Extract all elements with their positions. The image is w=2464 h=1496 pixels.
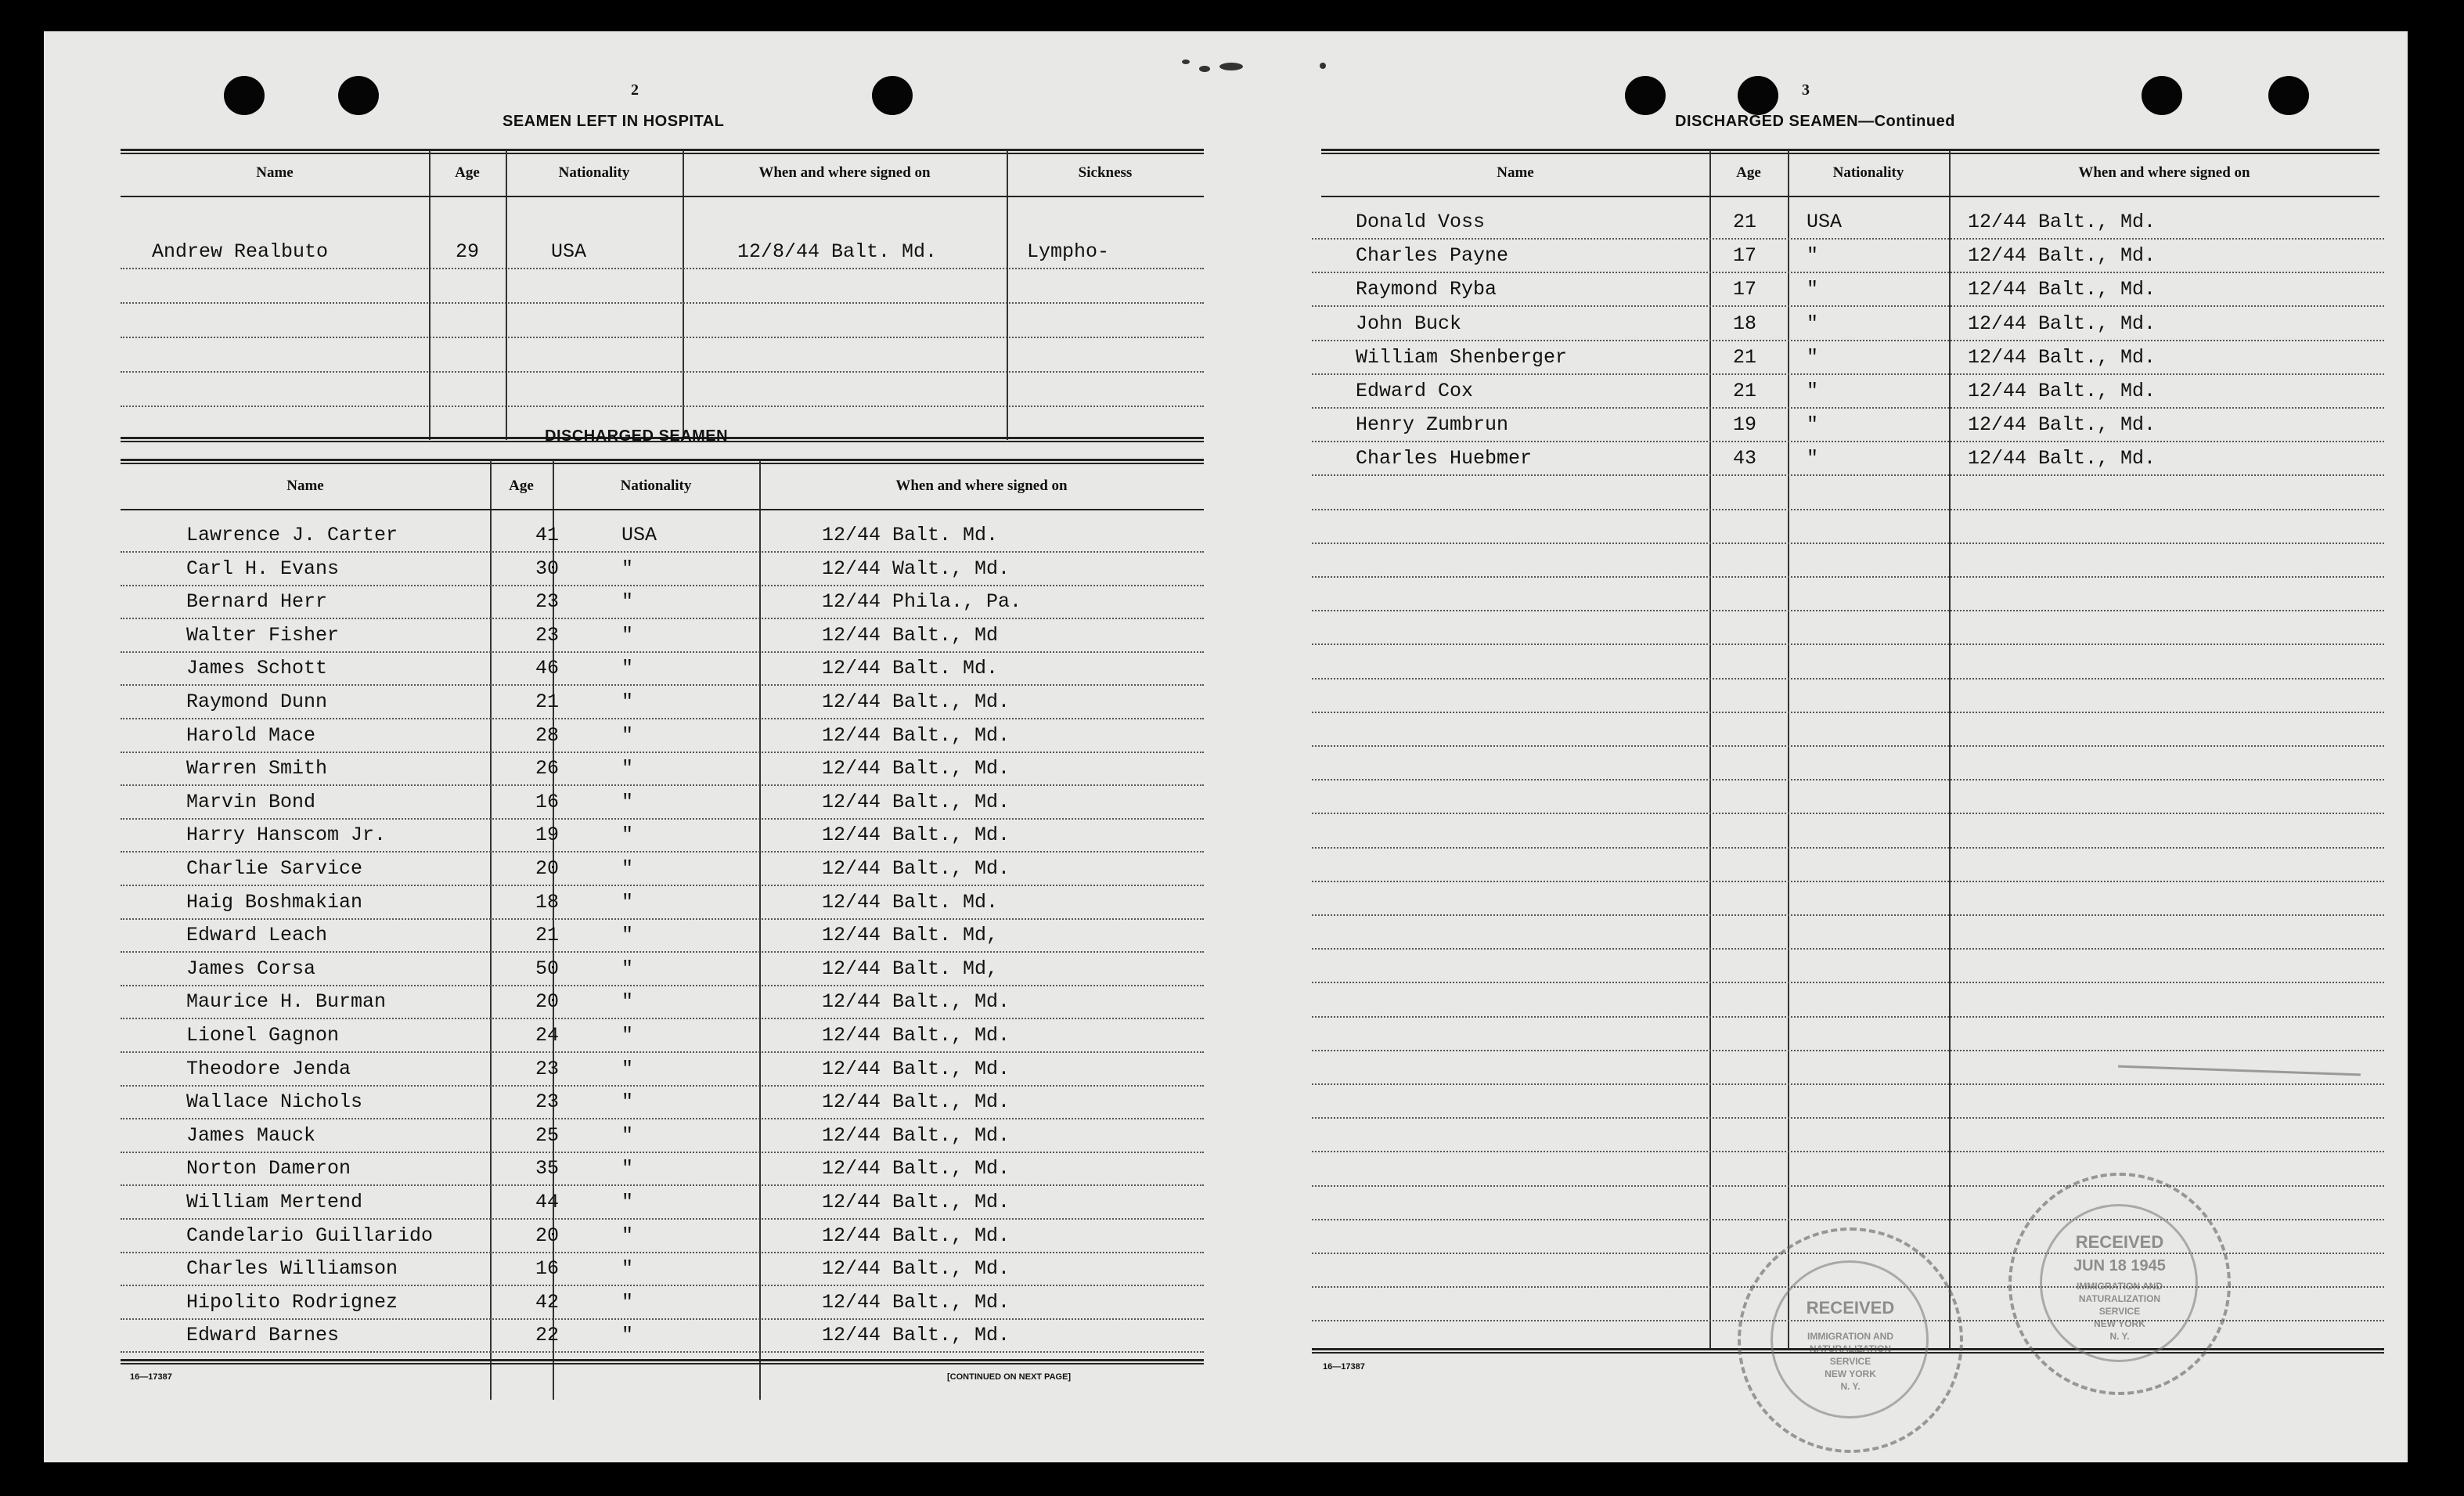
seaman-age: 17	[1733, 244, 1757, 267]
seaman-name: Theodore Jenda	[186, 1058, 351, 1080]
table-row	[121, 720, 1204, 753]
discharged-header-age: Age	[509, 478, 534, 494]
seaman-name: Marvin Bond	[186, 791, 316, 813]
page-number: 3	[1802, 81, 1810, 99]
hospital-header-name: Name	[256, 164, 294, 181]
punch-hole	[338, 76, 379, 115]
seaman-age: 28	[535, 724, 560, 747]
blank-row	[1312, 511, 2384, 544]
seaman-nationality: "	[1807, 312, 1819, 335]
left-page	[44, 31, 1226, 1462]
table-row	[1312, 409, 2384, 442]
table-row	[121, 1220, 1204, 1253]
table-row	[1312, 443, 2384, 476]
seaman-signed-on: 12/44 Balt., Md.	[822, 1191, 1010, 1213]
seaman-age: 19	[1733, 413, 1757, 436]
seaman-nationality: "	[1807, 278, 1819, 301]
table-row	[121, 787, 1204, 820]
blank-row	[1312, 680, 2384, 713]
hospital-signed: 12/8/44 Balt. Md.	[737, 240, 938, 263]
blank-row	[121, 374, 1204, 407]
table-row	[121, 920, 1204, 953]
seaman-name: Carl H. Evans	[186, 557, 340, 580]
blank-row	[1312, 1086, 2384, 1119]
seaman-age: 24	[535, 1024, 560, 1047]
table-row	[121, 1253, 1204, 1286]
table-row	[121, 1153, 1204, 1186]
right-page	[1226, 31, 2408, 1462]
hospital-header-nationality: Nationality	[558, 164, 630, 181]
seaman-signed-on: 12/44 Balt. Md,	[822, 957, 999, 980]
continued-header-name: Name	[1497, 164, 1534, 181]
seaman-signed-on: 12/44 Balt., Md.	[822, 791, 1010, 813]
seaman-nationality: "	[621, 1191, 634, 1213]
seaman-age: 44	[535, 1191, 560, 1213]
punch-hole	[872, 76, 913, 115]
seaman-nationality: "	[621, 1058, 634, 1080]
seaman-name: Wallace Nichols	[186, 1090, 363, 1113]
seaman-name: Charles Payne	[1356, 244, 1509, 267]
seaman-age: 50	[535, 957, 560, 980]
hospital-sickness: Lympho-	[1027, 240, 1110, 263]
seaman-nationality: "	[621, 657, 634, 680]
seaman-name: Charlie Sarvice	[186, 857, 363, 880]
seaman-age: 20	[535, 990, 560, 1013]
table-row	[121, 1054, 1204, 1087]
seaman-signed-on: 12/44 Balt. Md,	[822, 924, 999, 946]
seaman-signed-on: 12/44 Balt., Md.	[1968, 447, 2156, 470]
seaman-age: 16	[535, 1257, 560, 1280]
table-row	[1312, 240, 2384, 273]
seaman-nationality: "	[621, 824, 634, 846]
seaman-age: 25	[535, 1124, 560, 1147]
seaman-name: Edward Barnes	[186, 1324, 340, 1346]
table-row	[121, 1187, 1204, 1220]
table-row	[121, 687, 1204, 719]
received-stamp: RECEIVED IMMIGRATION AND NATURALIZATION SERVICE NEW YORK N. Y.	[1738, 1227, 1963, 1453]
seaman-nationality: "	[621, 724, 634, 747]
stamp-date: JUN 18 1945	[2073, 1257, 2166, 1274]
hospital-nationality: USA	[551, 240, 587, 263]
blank-row	[1312, 1119, 2384, 1152]
seaman-age: 21	[1733, 211, 1757, 233]
seaman-age: 16	[535, 791, 560, 813]
seaman-name: James Corsa	[186, 957, 316, 980]
seaman-name: Haig Boshmakian	[186, 891, 363, 914]
seaman-name: Raymond Dunn	[186, 690, 328, 713]
seaman-nationality: "	[621, 690, 634, 713]
seaman-name: John Buck	[1356, 312, 1462, 335]
punch-hole	[2268, 76, 2309, 115]
seaman-signed-on: 12/44 Walt., Md.	[822, 557, 1010, 580]
seaman-signed-on: 12/44 Balt., Md.	[1968, 413, 2156, 436]
seaman-nationality: "	[1807, 447, 1819, 470]
seaman-age: 23	[535, 624, 560, 647]
seaman-nationality: "	[621, 1324, 634, 1346]
table-row	[121, 853, 1204, 886]
seaman-nationality: "	[1807, 346, 1819, 369]
discharged-header-signed: When and where signed on	[895, 478, 1068, 494]
seaman-age: 26	[535, 757, 560, 780]
seaman-name: James Mauck	[186, 1124, 316, 1147]
seaman-signed-on: 12/44 Balt., Md.	[822, 724, 1010, 747]
seaman-nationality: "	[621, 590, 634, 613]
seaman-age: 17	[1733, 278, 1757, 301]
seaman-name: Harold Mace	[186, 724, 316, 747]
seaman-age: 41	[535, 524, 560, 546]
seaman-nationality: "	[621, 957, 634, 980]
continued-note: [CONTINUED ON NEXT PAGE]	[947, 1372, 1072, 1382]
continued-header-signed: When and where signed on	[2078, 164, 2250, 181]
seaman-age: 22	[535, 1324, 560, 1346]
seaman-signed-on: 12/44 Balt., Md.	[822, 1224, 1010, 1247]
blank-row	[1312, 917, 2384, 950]
seaman-signed-on: 12/44 Balt., Md.	[1968, 380, 2156, 402]
seaman-nationality: "	[621, 857, 634, 880]
seaman-age: 42	[535, 1291, 560, 1314]
manifest-sheet	[44, 31, 2408, 1462]
seaman-signed-on: 12/44 Balt., Md.	[822, 1124, 1010, 1147]
seaman-name: Walter Fisher	[186, 624, 340, 647]
seaman-nationality: "	[621, 1291, 634, 1314]
hospital-name: Andrew Realbuto	[152, 240, 329, 263]
discharged-section-title: DISCHARGED SEAMEN	[545, 427, 729, 445]
seaman-name: Harry Hanscom Jr.	[186, 824, 387, 846]
seaman-signed-on: 12/44 Balt., Md.	[822, 1024, 1010, 1047]
blank-row	[1312, 612, 2384, 645]
continued-section-title: DISCHARGED SEAMEN—Continued	[1675, 113, 1955, 130]
seaman-name: Donald Voss	[1356, 211, 1486, 233]
seaman-name: Raymond Ryba	[1356, 278, 1497, 301]
table-row	[121, 887, 1204, 920]
blank-row	[1312, 816, 2384, 849]
seaman-age: 18	[535, 891, 560, 914]
table-row	[121, 1320, 1204, 1353]
seaman-signed-on: 12/44 Balt., Md	[822, 624, 999, 647]
seaman-age: 21	[535, 690, 560, 713]
table-row	[1312, 207, 2384, 240]
punch-hole	[2142, 76, 2182, 115]
seaman-age: 23	[535, 590, 560, 613]
table-row	[121, 986, 1204, 1019]
seaman-signed-on: 12/44 Balt., Md.	[822, 1291, 1010, 1314]
seaman-signed-on: 12/44 Balt., Md.	[1968, 346, 2156, 369]
seaman-name: Hipolito Rodrignez	[186, 1291, 398, 1314]
blank-row	[1312, 950, 2384, 983]
discharged-header-name: Name	[286, 478, 324, 494]
seaman-nationality: "	[1807, 380, 1819, 402]
blank-row	[121, 340, 1204, 373]
seaman-name: Warren Smith	[186, 757, 328, 780]
punch-hole	[1738, 76, 1778, 115]
table-row	[121, 586, 1204, 619]
seaman-nationality: USA	[1807, 211, 1843, 233]
seaman-name: Henry Zumbrun	[1356, 413, 1509, 436]
seaman-signed-on: 12/44 Balt., Md.	[1968, 312, 2156, 335]
seaman-age: 35	[535, 1157, 560, 1180]
seaman-age: 43	[1733, 447, 1757, 470]
seaman-name: Lawrence J. Carter	[186, 524, 398, 546]
seaman-signed-on: 12/44 Balt., Md.	[822, 824, 1010, 846]
seaman-nationality: "	[621, 1090, 634, 1113]
seaman-signed-on: 12/44 Balt., Md.	[822, 1090, 1010, 1113]
seaman-age: 20	[535, 1224, 560, 1247]
seaman-signed-on: 12/44 Balt., Md.	[822, 990, 1010, 1013]
seaman-name: Maurice H. Burman	[186, 990, 387, 1013]
seaman-signed-on: 12/44 Balt., Md.	[822, 1324, 1010, 1346]
seaman-nationality: USA	[621, 524, 657, 546]
seaman-name: William Shenberger	[1356, 346, 1568, 369]
seaman-name: Lionel Gagnon	[186, 1024, 340, 1047]
hospital-header-signed: When and where signed on	[758, 164, 931, 181]
blank-row	[1312, 748, 2384, 780]
seaman-name: Candelario Guillarido	[186, 1224, 434, 1247]
seaman-nationality: "	[621, 757, 634, 780]
hospital-age: 29	[456, 240, 480, 263]
seaman-nationality: "	[621, 1124, 634, 1147]
seaman-name: Charles Huebmer	[1356, 447, 1533, 470]
seaman-name: Bernard Herr	[186, 590, 328, 613]
seaman-signed-on: 12/44 Balt., Md.	[822, 1058, 1010, 1080]
blank-row	[1312, 478, 2384, 510]
table-row	[121, 1120, 1204, 1153]
seaman-signed-on: 12/44 Balt., Md.	[822, 690, 1010, 713]
seaman-age: 18	[1733, 312, 1757, 335]
seaman-age: 19	[535, 824, 560, 846]
seaman-signed-on: 12/44 Balt. Md.	[822, 524, 999, 546]
seaman-signed-on: 12/44 Balt., Md.	[822, 1157, 1010, 1180]
seaman-nationality: "	[621, 1024, 634, 1047]
punch-hole	[1625, 76, 1666, 115]
stamp-received-text: RECEIVED	[1806, 1298, 1895, 1318]
seaman-nationality: "	[621, 1257, 634, 1280]
seaman-nationality: "	[621, 1224, 634, 1247]
blank-row	[1312, 1018, 2384, 1051]
table-row	[121, 653, 1204, 686]
seaman-nationality: "	[621, 557, 634, 580]
seaman-age: 21	[535, 924, 560, 946]
table-row	[121, 553, 1204, 586]
form-number: 16—17387	[1323, 1362, 1365, 1372]
seaman-age: 23	[535, 1090, 560, 1113]
table-row	[1312, 308, 2384, 341]
table-row	[121, 820, 1204, 853]
table-row	[121, 753, 1204, 786]
blank-row	[1312, 781, 2384, 814]
blank-row	[1312, 1154, 2384, 1187]
seaman-nationality: "	[621, 1157, 634, 1180]
table-row	[121, 953, 1204, 986]
seaman-age: 23	[535, 1058, 560, 1080]
seaman-signed-on: 12/44 Balt. Md.	[822, 657, 999, 680]
form-number: 16—17387	[130, 1372, 172, 1382]
seaman-nationality: "	[621, 891, 634, 914]
blank-row	[1312, 883, 2384, 916]
hospital-section-title: SEAMEN LEFT IN HOSPITAL	[503, 113, 725, 130]
discharged-header-nationality: Nationality	[620, 478, 692, 494]
table-row	[1312, 342, 2384, 375]
seaman-nationality: "	[621, 924, 634, 946]
table-row	[1312, 376, 2384, 409]
seaman-nationality: "	[621, 624, 634, 647]
seaman-signed-on: 12/44 Balt., Md.	[822, 757, 1010, 780]
blank-row	[1312, 1188, 2384, 1220]
blank-row	[1312, 579, 2384, 611]
punch-hole	[224, 76, 265, 115]
seaman-signed-on: 12/44 Balt. Md.	[822, 891, 999, 914]
blank-row	[1312, 985, 2384, 1018]
seaman-name: James Schott	[186, 657, 328, 680]
seaman-name: Edward Cox	[1356, 380, 1474, 402]
seaman-name: William Mertend	[186, 1191, 363, 1213]
seaman-name: Charles Williamson	[186, 1257, 398, 1280]
blank-row	[121, 305, 1204, 338]
table-row	[1312, 274, 2384, 307]
page-number: 2	[631, 81, 639, 99]
table-row	[121, 1020, 1204, 1053]
seaman-age: 46	[535, 657, 560, 680]
seaman-name: Norton Dameron	[186, 1157, 351, 1180]
seaman-nationality: "	[621, 791, 634, 813]
seaman-signed-on: 12/44 Phila., Pa.	[822, 590, 1022, 613]
seaman-signed-on: 12/44 Balt., Md.	[822, 1257, 1010, 1280]
seaman-age: 21	[1733, 346, 1757, 369]
stamp-received-text: RECEIVED	[2075, 1232, 2164, 1252]
blank-row	[1312, 714, 2384, 747]
seaman-signed-on: 12/44 Balt., Md.	[822, 857, 1010, 880]
blank-row	[1312, 647, 2384, 680]
blank-row	[1312, 849, 2384, 882]
seaman-nationality: "	[1807, 244, 1819, 267]
continued-header-age: Age	[1736, 164, 1761, 181]
seaman-age: 21	[1733, 380, 1757, 402]
table-row	[121, 520, 1204, 553]
seaman-name: Edward Leach	[186, 924, 328, 946]
blank-row	[121, 271, 1204, 304]
seaman-age: 30	[535, 557, 560, 580]
hospital-header-age: Age	[455, 164, 480, 181]
seaman-age: 20	[535, 857, 560, 880]
table-row	[121, 1087, 1204, 1119]
hospital-header-sickness: Sickness	[1078, 164, 1133, 181]
seaman-nationality: "	[1807, 413, 1819, 436]
seaman-signed-on: 12/44 Balt., Md.	[1968, 278, 2156, 301]
continued-header-nationality: Nationality	[1832, 164, 1904, 181]
seaman-signed-on: 12/44 Balt., Md.	[1968, 211, 2156, 233]
table-row	[121, 620, 1204, 653]
table-row	[121, 1287, 1204, 1320]
seaman-signed-on: 12/44 Balt., Md.	[1968, 244, 2156, 267]
hospital-row	[121, 236, 1204, 269]
received-stamp-dated: RECEIVED JUN 18 1945 IMMIGRATION AND NATURALIZATION SERVICE NEW YORK N. Y.	[2008, 1173, 2231, 1395]
seaman-nationality: "	[621, 990, 634, 1013]
blank-row	[1312, 545, 2384, 578]
